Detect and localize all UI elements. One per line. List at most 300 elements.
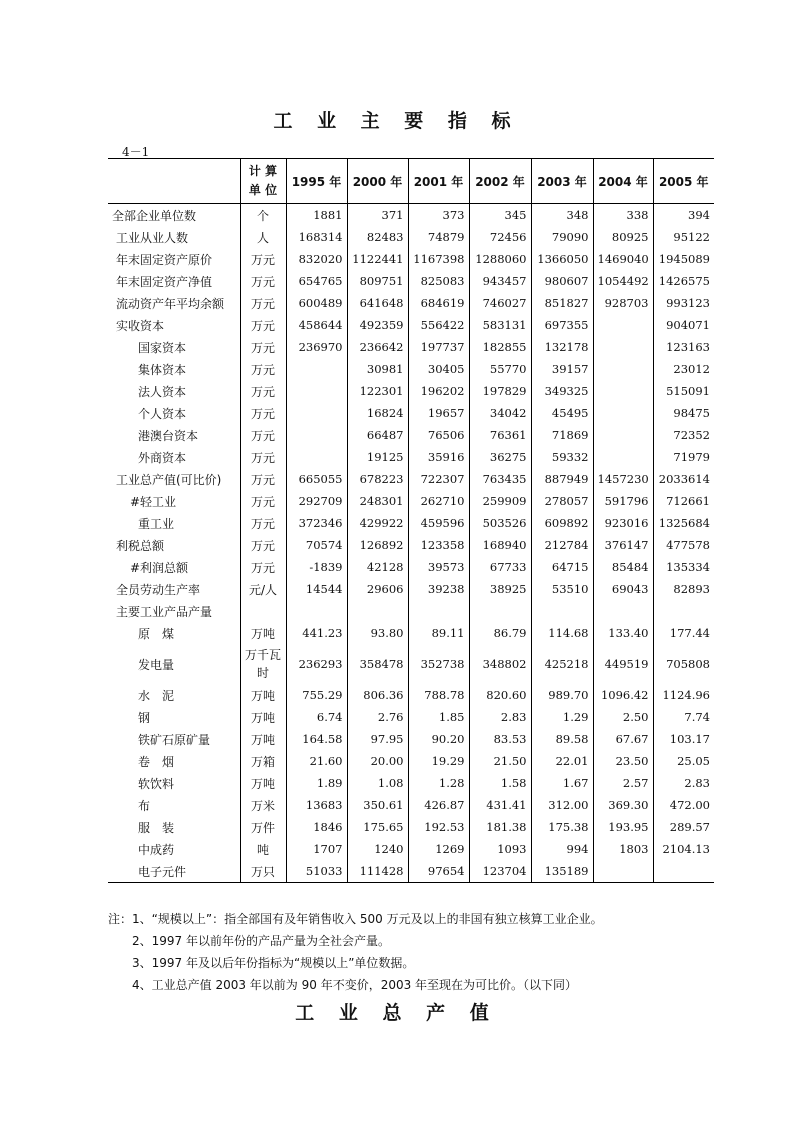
- value-cell: 820.60: [469, 684, 531, 706]
- value-cell: 600489: [286, 292, 347, 314]
- value-cell: 2033614: [653, 468, 714, 490]
- value-cell: 1.58: [469, 772, 531, 794]
- row-unit: 万元: [240, 490, 286, 512]
- value-cell: 132178: [531, 336, 593, 358]
- value-cell: 236642: [347, 336, 408, 358]
- value-cell: 42128: [347, 556, 408, 578]
- value-cell: 38925: [469, 578, 531, 600]
- value-cell: 806.36: [347, 684, 408, 706]
- value-cell: 236970: [286, 336, 347, 358]
- value-cell: 80925: [593, 226, 653, 248]
- value-cell: [593, 380, 653, 402]
- value-cell: 369.30: [593, 794, 653, 816]
- value-cell: 1122441: [347, 248, 408, 270]
- value-cell: 168940: [469, 534, 531, 556]
- value-cell: 64715: [531, 556, 593, 578]
- value-cell: [593, 446, 653, 468]
- footnotes: [108, 908, 728, 996]
- value-cell: 212784: [531, 534, 593, 556]
- row-label: 钢: [138, 710, 151, 725]
- row-label: 港澳台资本: [138, 428, 199, 443]
- value-cell: 193.95: [593, 816, 653, 838]
- row-unit: 吨: [240, 838, 286, 860]
- value-cell: 372346: [286, 512, 347, 534]
- value-cell: 1457230: [593, 468, 653, 490]
- value-cell: 35916: [408, 446, 469, 468]
- row-unit: 万元: [240, 446, 286, 468]
- row-label: #轻工业: [130, 494, 177, 509]
- value-cell: 1054492: [593, 270, 653, 292]
- table-row: [108, 490, 714, 512]
- table-row: [108, 226, 714, 248]
- value-cell: 989.70: [531, 684, 593, 706]
- value-cell: 7.74: [653, 706, 714, 728]
- value-cell: 70574: [286, 534, 347, 556]
- value-cell: [408, 600, 469, 622]
- footnote: 4、工业总产值 2003 年以前为 90 年不变价，2003 年至现在为可比价。（以下同）: [132, 978, 578, 992]
- value-cell: 1707: [286, 838, 347, 860]
- value-cell: 609892: [531, 512, 593, 534]
- value-cell: 1469040: [593, 248, 653, 270]
- row-label: 布: [138, 798, 151, 813]
- row-unit: 万元: [240, 380, 286, 402]
- value-cell: 123704: [469, 860, 531, 883]
- value-cell: 192.53: [408, 816, 469, 838]
- value-cell: 21.50: [469, 750, 531, 772]
- value-cell: 181.38: [469, 816, 531, 838]
- value-cell: 19125: [347, 446, 408, 468]
- value-cell: 23012: [653, 358, 714, 380]
- value-cell: 1.28: [408, 772, 469, 794]
- value-cell: 1288060: [469, 248, 531, 270]
- value-cell: 358478: [347, 644, 408, 684]
- value-cell: 583131: [469, 314, 531, 336]
- value-cell: 887949: [531, 468, 593, 490]
- row-unit: 个: [240, 204, 286, 227]
- value-cell: 135189: [531, 860, 593, 883]
- table-row: [108, 248, 714, 270]
- row-label: 全部企业单位数: [112, 208, 197, 223]
- value-cell: 943457: [469, 270, 531, 292]
- value-cell: 755.29: [286, 684, 347, 706]
- value-cell: 1366050: [531, 248, 593, 270]
- header-unit-line2: 单 位: [248, 183, 278, 197]
- value-cell: 45495: [531, 402, 593, 424]
- row-unit: 万箱: [240, 750, 286, 772]
- value-cell: 74879: [408, 226, 469, 248]
- value-cell: 25.05: [653, 750, 714, 772]
- value-cell: 123358: [408, 534, 469, 556]
- value-cell: 352738: [408, 644, 469, 684]
- value-cell: -1839: [286, 556, 347, 578]
- value-cell: 705808: [653, 644, 714, 684]
- value-cell: [286, 600, 347, 622]
- header-year: 2002 年: [469, 159, 531, 204]
- value-cell: 248301: [347, 490, 408, 512]
- row-unit: 万元: [240, 336, 286, 358]
- value-cell: 168314: [286, 226, 347, 248]
- row-label: 原 煤: [138, 626, 175, 641]
- value-cell: 431.41: [469, 794, 531, 816]
- value-cell: [286, 424, 347, 446]
- row-unit: 元/人: [240, 578, 286, 600]
- header-year: 2004 年: [593, 159, 653, 204]
- value-cell: 492359: [347, 314, 408, 336]
- value-cell: 312.00: [531, 794, 593, 816]
- value-cell: 23.50: [593, 750, 653, 772]
- header-indicator: [108, 159, 240, 204]
- value-cell: 441.23: [286, 622, 347, 644]
- value-cell: 196202: [408, 380, 469, 402]
- value-cell: [653, 860, 714, 883]
- value-cell: 345: [469, 204, 531, 227]
- value-cell: 472.00: [653, 794, 714, 816]
- value-cell: 425218: [531, 644, 593, 684]
- row-label: 水 泥: [138, 688, 175, 703]
- value-cell: [593, 314, 653, 336]
- value-cell: 89.11: [408, 622, 469, 644]
- value-cell: [593, 336, 653, 358]
- value-cell: 591796: [593, 490, 653, 512]
- value-cell: 458644: [286, 314, 347, 336]
- value-cell: 1325684: [653, 512, 714, 534]
- value-cell: 97.95: [347, 728, 408, 750]
- value-cell: 182855: [469, 336, 531, 358]
- table-row: [108, 358, 714, 380]
- row-label: 软饮料: [138, 776, 175, 791]
- value-cell: 175.38: [531, 816, 593, 838]
- row-label: 中成药: [138, 842, 175, 857]
- row-label: 外商资本: [138, 450, 187, 465]
- value-cell: 788.78: [408, 684, 469, 706]
- row-unit: 万吨: [240, 622, 286, 644]
- value-cell: 459596: [408, 512, 469, 534]
- header-year: 1995 年: [286, 159, 347, 204]
- value-cell: 2104.13: [653, 838, 714, 860]
- value-cell: 69043: [593, 578, 653, 600]
- value-cell: 1945089: [653, 248, 714, 270]
- header-year: 2001 年: [408, 159, 469, 204]
- row-unit: 万元: [240, 468, 286, 490]
- table-row: [108, 204, 714, 227]
- row-unit: 万只: [240, 860, 286, 883]
- row-label: 电子元件: [108, 860, 240, 883]
- row-label: 法人资本: [138, 384, 187, 399]
- value-cell: 55770: [469, 358, 531, 380]
- row-unit: 万吨: [240, 706, 286, 728]
- value-cell: 851827: [531, 292, 593, 314]
- value-cell: 684619: [408, 292, 469, 314]
- value-cell: 1240: [347, 838, 408, 860]
- row-label: 年末固定资产原价: [116, 252, 213, 267]
- row-label: 铁矿石原矿量: [138, 732, 211, 747]
- row-label: 年末固定资产净值: [116, 274, 213, 289]
- value-cell: 86.79: [469, 622, 531, 644]
- value-cell: 292709: [286, 490, 347, 512]
- table-row: [108, 860, 714, 883]
- row-unit: 万元: [240, 248, 286, 270]
- value-cell: 2.83: [469, 706, 531, 728]
- value-cell: 641648: [347, 292, 408, 314]
- value-cell: 1167398: [408, 248, 469, 270]
- row-label: 重工业: [138, 516, 175, 531]
- value-cell: 809751: [347, 270, 408, 292]
- table-row: [108, 424, 714, 446]
- value-cell: 114.68: [531, 622, 593, 644]
- value-cell: [469, 600, 531, 622]
- value-cell: 34042: [469, 402, 531, 424]
- table-number: 4－1: [122, 145, 150, 159]
- value-cell: 13683: [286, 794, 347, 816]
- row-unit: 万千瓦时: [240, 644, 286, 684]
- value-cell: 904071: [653, 314, 714, 336]
- value-cell: 53510: [531, 578, 593, 600]
- table-row: [108, 314, 714, 336]
- table-row: [108, 380, 714, 402]
- table-row: [108, 534, 714, 556]
- value-cell: 350.61: [347, 794, 408, 816]
- value-cell: 30981: [347, 358, 408, 380]
- table-row: [108, 728, 714, 750]
- value-cell: 825083: [408, 270, 469, 292]
- value-cell: 1124.96: [653, 684, 714, 706]
- row-unit: 万元: [240, 512, 286, 534]
- row-unit: 万吨: [240, 684, 286, 706]
- value-cell: 373: [408, 204, 469, 227]
- value-cell: 39238: [408, 578, 469, 600]
- row-unit: 万元: [240, 358, 286, 380]
- value-cell: 289.57: [653, 816, 714, 838]
- value-cell: 1269: [408, 838, 469, 860]
- value-cell: 665055: [286, 468, 347, 490]
- value-cell: 1.85: [408, 706, 469, 728]
- value-cell: 111428: [347, 860, 408, 883]
- value-cell: 82483: [347, 226, 408, 248]
- value-cell: 1096.42: [593, 684, 653, 706]
- value-cell: [286, 446, 347, 468]
- value-cell: 1.29: [531, 706, 593, 728]
- value-cell: 426.87: [408, 794, 469, 816]
- value-cell: [531, 600, 593, 622]
- value-cell: 348: [531, 204, 593, 227]
- value-cell: 1803: [593, 838, 653, 860]
- value-cell: 763435: [469, 468, 531, 490]
- value-cell: 349325: [531, 380, 593, 402]
- value-cell: 82893: [653, 578, 714, 600]
- row-unit: 万吨: [240, 772, 286, 794]
- value-cell: 1846: [286, 816, 347, 838]
- row-label: #利润总额: [130, 560, 189, 575]
- row-label: 工业从业人数: [116, 230, 189, 245]
- value-cell: 994: [531, 838, 593, 860]
- value-cell: 29606: [347, 578, 408, 600]
- value-cell: 722307: [408, 468, 469, 490]
- value-cell: 164.58: [286, 728, 347, 750]
- table-header-row: [108, 159, 714, 204]
- table-row: [108, 600, 714, 622]
- value-cell: 71979: [653, 446, 714, 468]
- value-cell: 6.74: [286, 706, 347, 728]
- table-row: [108, 772, 714, 794]
- page-title: 工 业 主 要 指 标: [273, 110, 520, 132]
- table-row: [108, 684, 714, 706]
- value-cell: 175.65: [347, 816, 408, 838]
- row-label: 发电量: [138, 657, 175, 672]
- row-label: 卷 烟: [138, 754, 175, 769]
- next-section-title: 工 业 总 产 值: [295, 1002, 498, 1024]
- value-cell: 1426575: [653, 270, 714, 292]
- value-cell: [286, 380, 347, 402]
- row-unit: 万米: [240, 794, 286, 816]
- value-cell: 746027: [469, 292, 531, 314]
- row-unit: 人: [240, 226, 286, 248]
- value-cell: 1093: [469, 838, 531, 860]
- value-cell: [593, 402, 653, 424]
- row-label: 实收资本: [116, 318, 165, 333]
- value-cell: 993123: [653, 292, 714, 314]
- value-cell: 83.53: [469, 728, 531, 750]
- value-cell: 928703: [593, 292, 653, 314]
- value-cell: 2.76: [347, 706, 408, 728]
- table-row: [108, 556, 714, 578]
- value-cell: 197737: [408, 336, 469, 358]
- value-cell: 98475: [653, 402, 714, 424]
- value-cell: 95122: [653, 226, 714, 248]
- value-cell: 67733: [469, 556, 531, 578]
- row-unit: 万元: [240, 556, 286, 578]
- value-cell: [593, 424, 653, 446]
- row-unit: 万元: [240, 292, 286, 314]
- row-label: 服 装: [138, 820, 175, 835]
- table-row: [108, 292, 714, 314]
- table-row: [108, 750, 714, 772]
- row-unit: 万元: [240, 402, 286, 424]
- value-cell: 39573: [408, 556, 469, 578]
- table-body: [108, 204, 714, 883]
- value-cell: 515091: [653, 380, 714, 402]
- value-cell: 85484: [593, 556, 653, 578]
- value-cell: 71869: [531, 424, 593, 446]
- value-cell: [347, 600, 408, 622]
- value-cell: 262710: [408, 490, 469, 512]
- value-cell: 79090: [531, 226, 593, 248]
- row-label: 利税总额: [116, 538, 165, 553]
- value-cell: 678223: [347, 468, 408, 490]
- value-cell: 67.67: [593, 728, 653, 750]
- value-cell: 19657: [408, 402, 469, 424]
- value-cell: 66487: [347, 424, 408, 446]
- table-row: [108, 468, 714, 490]
- value-cell: 429922: [347, 512, 408, 534]
- value-cell: 76506: [408, 424, 469, 446]
- footnote: 注：1、“规模以上”：指全部国有及年销售收入 500 万元及以上的非国有独立核算工业企业。: [108, 912, 603, 926]
- value-cell: 59332: [531, 446, 593, 468]
- value-cell: 1.89: [286, 772, 347, 794]
- table-row: [108, 336, 714, 358]
- value-cell: 338: [593, 204, 653, 227]
- value-cell: 39157: [531, 358, 593, 380]
- header-year: 2005 年: [653, 159, 714, 204]
- value-cell: 376147: [593, 534, 653, 556]
- row-unit: 万吨: [240, 728, 286, 750]
- table-row: [108, 816, 714, 838]
- table-row: [108, 402, 714, 424]
- row-unit: 万元: [240, 314, 286, 336]
- value-cell: 278057: [531, 490, 593, 512]
- footnote: 2、1997 年以前年份的产品产量为全社会产量。: [132, 934, 390, 948]
- row-unit: 万元: [240, 534, 286, 556]
- value-cell: 712661: [653, 490, 714, 512]
- value-cell: 51033: [286, 860, 347, 883]
- value-cell: 103.17: [653, 728, 714, 750]
- value-cell: 556422: [408, 314, 469, 336]
- table-row: [108, 706, 714, 728]
- value-cell: 348802: [469, 644, 531, 684]
- value-cell: 503526: [469, 512, 531, 534]
- value-cell: 30405: [408, 358, 469, 380]
- row-label: 集体资本: [138, 362, 187, 377]
- value-cell: 1.08: [347, 772, 408, 794]
- row-label: 国家资本: [138, 340, 187, 355]
- value-cell: 72456: [469, 226, 531, 248]
- footnote: 3、1997 年及以后年份指标为“规模以上”单位数据。: [132, 956, 415, 970]
- header-year: 2000 年: [347, 159, 408, 204]
- table-row: [108, 838, 714, 860]
- value-cell: 197829: [469, 380, 531, 402]
- value-cell: 832020: [286, 248, 347, 270]
- value-cell: 259909: [469, 490, 531, 512]
- value-cell: 923016: [593, 512, 653, 534]
- table-row: [108, 446, 714, 468]
- value-cell: 90.20: [408, 728, 469, 750]
- value-cell: 36275: [469, 446, 531, 468]
- row-label: 全员劳动生产率: [116, 582, 201, 597]
- value-cell: 89.58: [531, 728, 593, 750]
- value-cell: 1.67: [531, 772, 593, 794]
- value-cell: [286, 402, 347, 424]
- value-cell: 135334: [653, 556, 714, 578]
- value-cell: 177.44: [653, 622, 714, 644]
- value-cell: 371: [347, 204, 408, 227]
- value-cell: 654765: [286, 270, 347, 292]
- row-unit: 万元: [240, 424, 286, 446]
- value-cell: 394: [653, 204, 714, 227]
- value-cell: 76361: [469, 424, 531, 446]
- value-cell: [593, 860, 653, 883]
- value-cell: 980607: [531, 270, 593, 292]
- header-unit: [240, 159, 286, 204]
- row-label: 流动资产年平均余额: [116, 296, 225, 311]
- row-unit: [240, 600, 286, 622]
- row-label: 个人资本: [138, 406, 187, 421]
- value-cell: 2.57: [593, 772, 653, 794]
- value-cell: 22.01: [531, 750, 593, 772]
- table-row: [108, 622, 714, 644]
- value-cell: [653, 600, 714, 622]
- value-cell: 236293: [286, 644, 347, 684]
- table-row: [108, 578, 714, 600]
- value-cell: 122301: [347, 380, 408, 402]
- header-year: 2003 年: [531, 159, 593, 204]
- row-unit: 万件: [240, 816, 286, 838]
- value-cell: 20.00: [347, 750, 408, 772]
- value-cell: 123163: [653, 336, 714, 358]
- value-cell: 477578: [653, 534, 714, 556]
- value-cell: [286, 358, 347, 380]
- table-row: [108, 644, 714, 684]
- value-cell: 449519: [593, 644, 653, 684]
- value-cell: 14544: [286, 578, 347, 600]
